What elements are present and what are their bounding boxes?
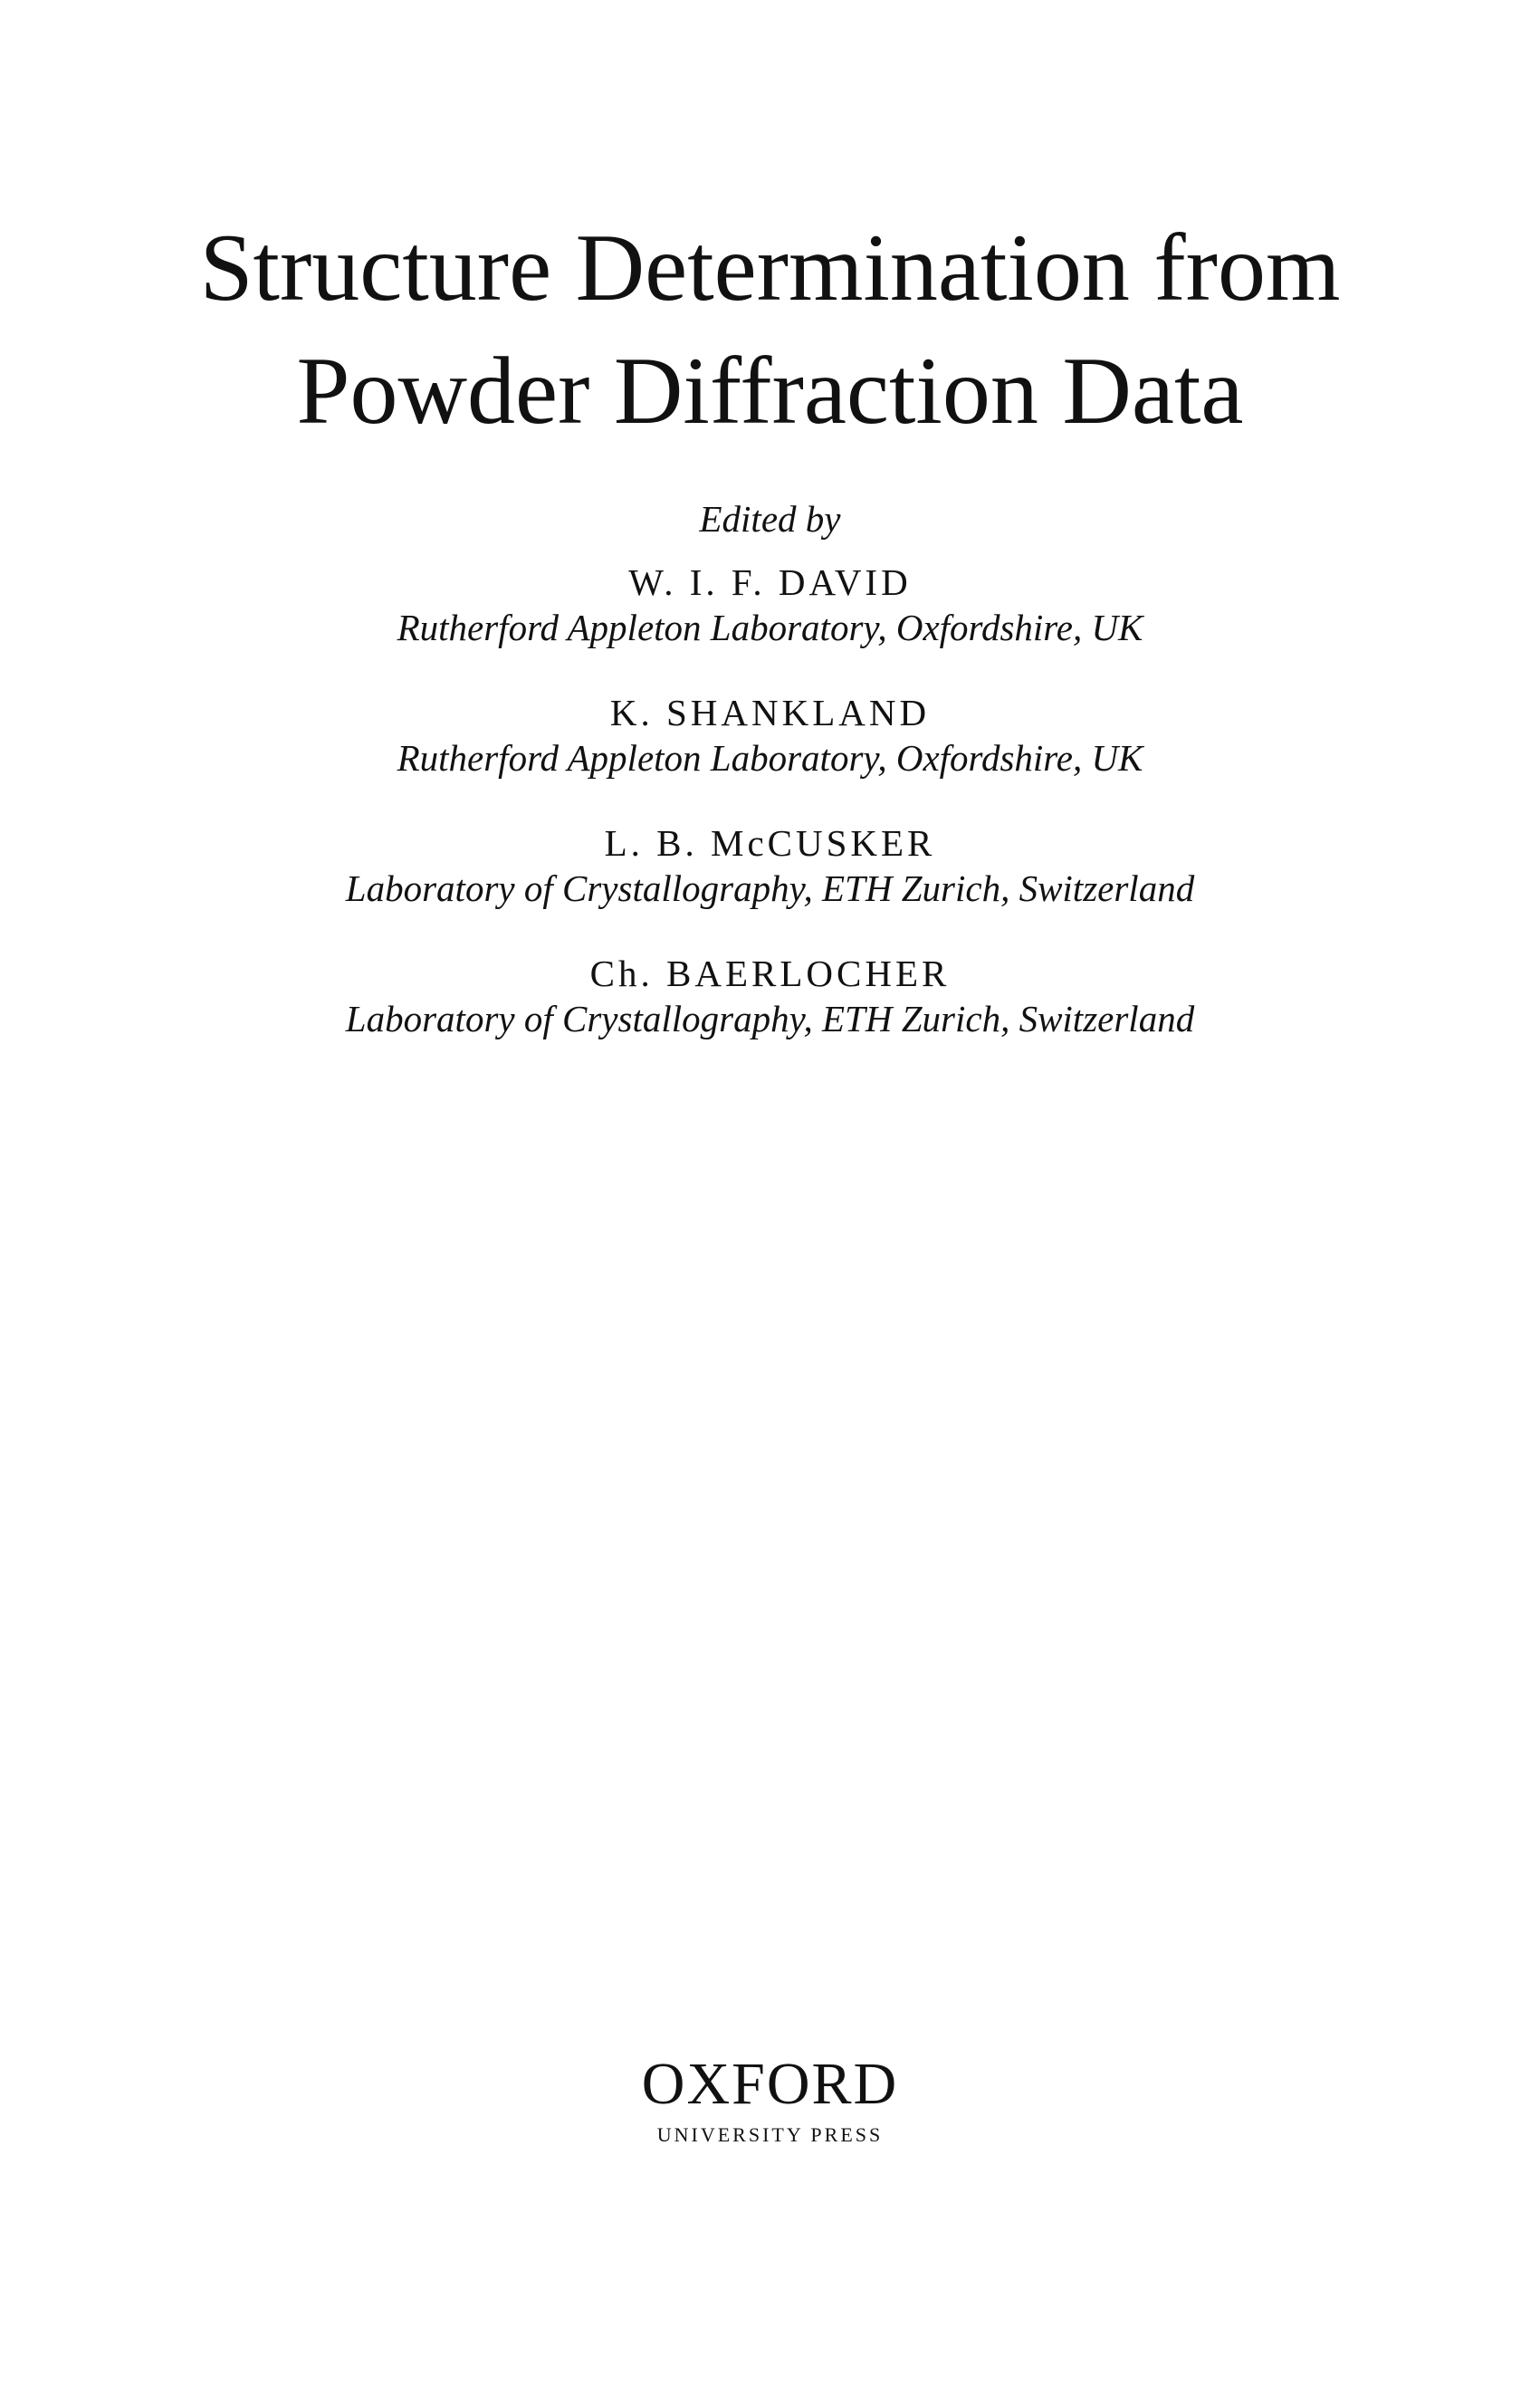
book-title — [0, 206, 1540, 453]
editor-name: Ch. BAERLOCHER — [589, 953, 951, 994]
editor-entry — [0, 820, 1540, 911]
publisher-logo: OXFORD — [641, 2051, 899, 2117]
publisher-imprint — [0, 2051, 1540, 2149]
editor-entry — [0, 560, 1540, 650]
editor-name: K. SHANKLAND — [609, 692, 931, 733]
book-title-line-1: Structure Determination from — [199, 215, 1341, 321]
editor-affiliation: Laboratory of Crystallography, ETH Zurich, Switzerland — [345, 998, 1195, 1039]
editor-name: L. B. McCUSKER — [604, 822, 936, 864]
publisher-subtitle: UNIVERSITY PRESS — [656, 2123, 884, 2146]
editor-affiliation: Laboratory of Crystallography, ETH Zurich, Switzerland — [345, 867, 1195, 909]
edited-by-label: Edited by — [699, 498, 841, 540]
editor-name: W. I. F. DAVID — [628, 561, 912, 603]
editor-affiliation: Rutherford Appleton Laboratory, Oxfordshire, UK — [397, 607, 1143, 648]
editor-entry — [0, 690, 1540, 781]
editor-list — [0, 560, 1540, 1081]
editor-entry — [0, 951, 1540, 1041]
editor-affiliation: Rutherford Appleton Laboratory, Oxfordshire, UK — [397, 737, 1143, 779]
book-title-line-2: Powder Diffraction Data — [296, 338, 1244, 444]
